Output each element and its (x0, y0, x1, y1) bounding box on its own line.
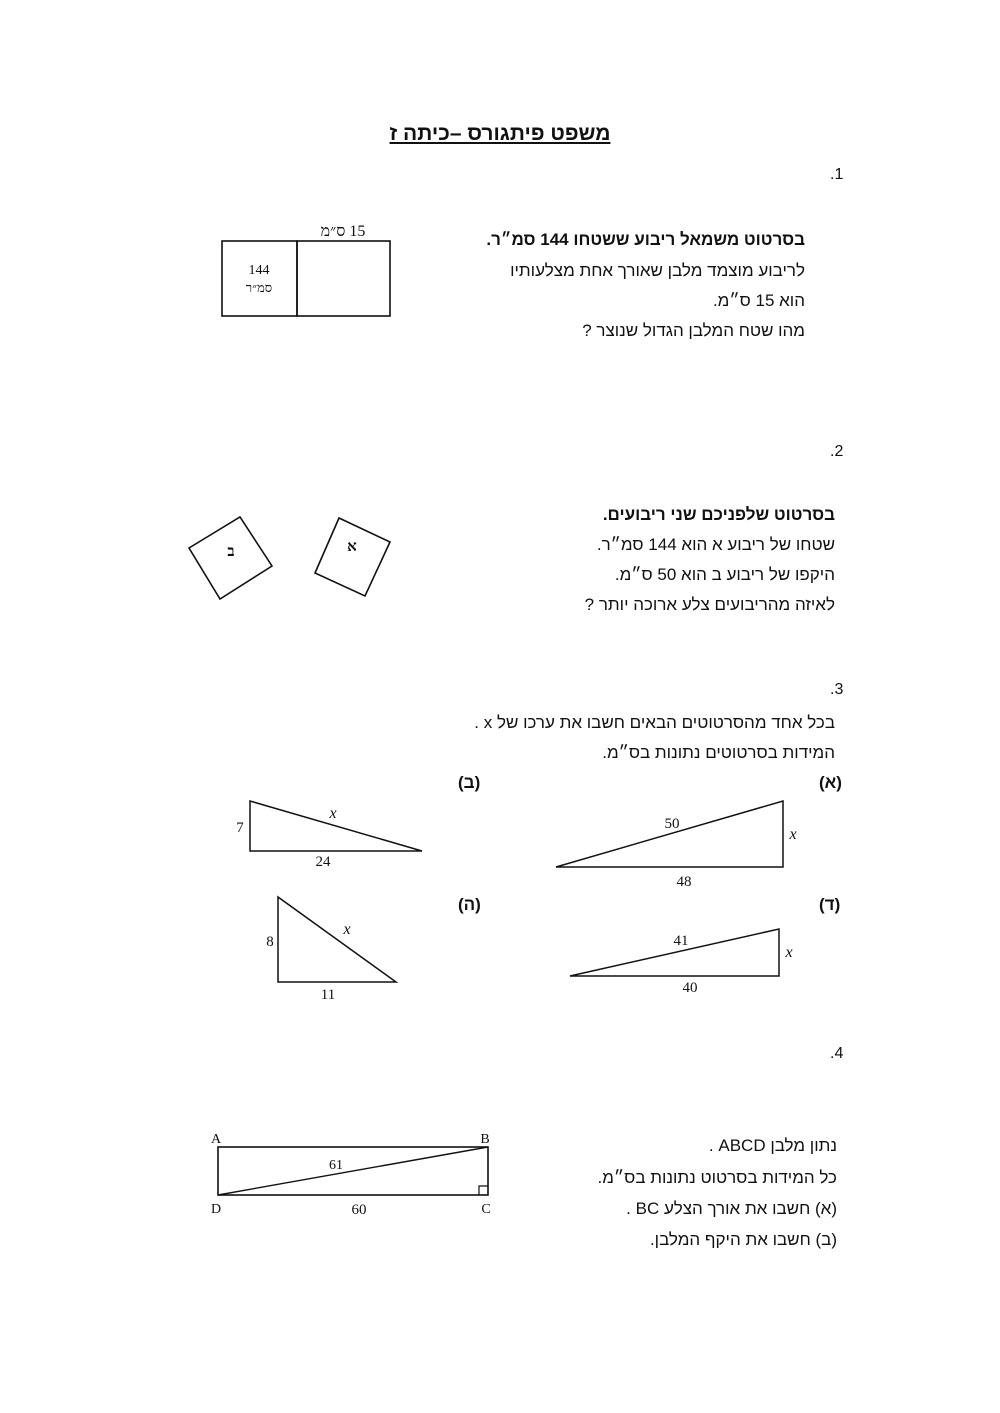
q3-line-2: המידות בסרטוטים נתונות בס״מ. (602, 743, 835, 762)
q2-line-2: שטחו של ריבוע א הוא 144 סמ״ר. (596, 535, 835, 554)
triangle-b-label: (ב) (458, 773, 481, 792)
triangle-h-base: 11 (320, 987, 336, 1003)
triangle-a (556, 801, 797, 890)
q1-square-unit: סמ״ר (245, 280, 273, 295)
triangle-a-base: 48 (676, 874, 692, 890)
vertex-a: A (210, 1132, 222, 1147)
vertex-d: D (210, 1202, 222, 1217)
triangle-a-label: (א) (819, 773, 842, 792)
triangle-b-hyp: x (329, 805, 337, 822)
q1-figure (222, 223, 390, 316)
q1-top-label: 15 ס״מ (320, 223, 366, 240)
q2-figure (189, 517, 390, 599)
triangle-d-hyp: 41 (673, 933, 689, 949)
q4-line-4: (ב) חשבו את היקף המלבן. (649, 1230, 837, 1249)
q1-line-4: מהו שטח המלבן הגדול שנוצר ? (582, 321, 805, 340)
q2-line-3: היקפו של ריבוע ב הוא 50 ס״מ. (614, 565, 835, 584)
triangle-d-side: x (785, 944, 793, 961)
triangle-d-base: 40 (682, 980, 698, 996)
triangle-d-label: (ד) (819, 895, 841, 914)
triangle-h-side: 8 (266, 934, 274, 950)
q4-figure (211, 1132, 491, 1218)
q1-rectangle (297, 241, 390, 316)
question-number-2: .2 (830, 443, 844, 460)
q3-line-1: בכל אחד מהסרטוטים הבאים חשבו את ערכו של x . (474, 713, 835, 732)
vertex-c: C (481, 1202, 491, 1217)
square-a-label: א (347, 539, 357, 555)
q1-square (222, 241, 297, 316)
triangle-h-label: (ה) (458, 895, 481, 914)
triangle-a-side: x (789, 826, 797, 843)
triangle-h (266, 897, 396, 1003)
q2-line-4: לאיזה מהריבועים צלע ארוכה יותר ? (584, 595, 835, 614)
q1-line-2: לריבוע מוצמד מלבן שאורך אחת מצלעותיו (510, 261, 805, 280)
triangle-b (236, 801, 422, 870)
q1-line-1: בסרטוט משמאל ריבוע ששטחו 144 סמ״ר. (486, 230, 805, 249)
right-angle-mark (479, 1186, 488, 1195)
question-number-4: .4 (830, 1045, 844, 1062)
page-title: משפט פיתגורס –כיתה ז (389, 122, 611, 145)
q2-line-1: בסרטוט שלפניכם שני ריבועים. (602, 505, 835, 524)
base-label: 60 (351, 1202, 367, 1218)
q4-line-1: נתון מלבן ABCD . (708, 1136, 837, 1155)
q1-line-3: הוא 15 ס״מ. (712, 291, 805, 310)
triangle-b-base: 24 (315, 854, 331, 870)
square-b-label: ב (227, 544, 235, 560)
question-number-1: .1 (830, 166, 844, 183)
triangle-a-hyp: 50 (664, 816, 680, 832)
question-number-3: .3 (830, 681, 844, 698)
triangle-b-side: 7 (236, 820, 244, 836)
diagonal-db (218, 1147, 488, 1195)
q1-square-value: 144 (248, 263, 270, 278)
diagonal-label: 61 (329, 1158, 343, 1173)
triangle-a-shape (556, 801, 783, 867)
triangle-d (570, 929, 793, 996)
triangle-h-hyp: x (343, 921, 351, 938)
q4-line-3: (א) חשבו את אורך הצלע BC . (626, 1199, 837, 1218)
triangle-h-shape (278, 897, 396, 982)
q4-line-2: כל המידות בסרטוט נתונות בס״מ. (597, 1168, 837, 1187)
square-a (315, 518, 390, 596)
vertex-b: B (480, 1132, 490, 1147)
